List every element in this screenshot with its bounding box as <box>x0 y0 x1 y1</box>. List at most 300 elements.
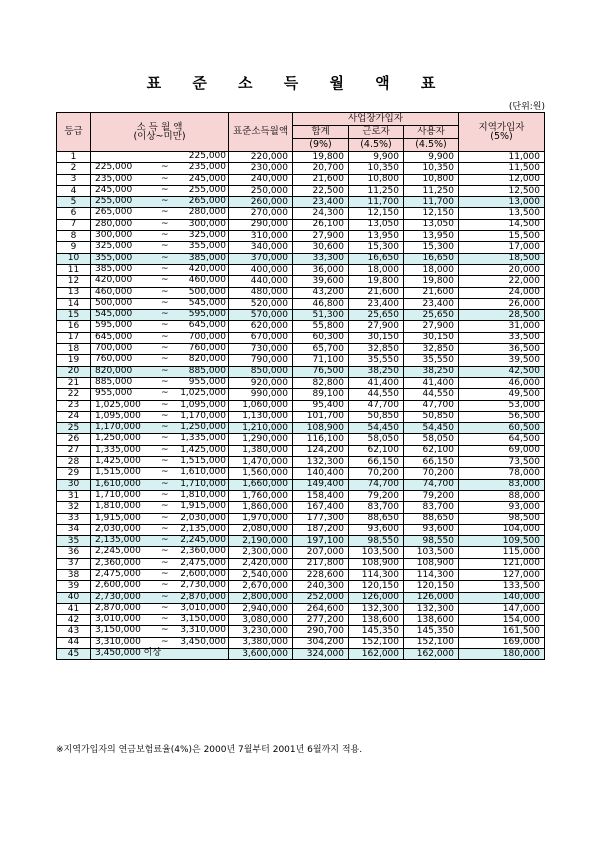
range-tilde: ~ <box>161 252 169 263</box>
total-cell: 149,400 <box>293 479 349 490</box>
range-upper: 1,095,000 <box>180 399 226 410</box>
header-regional-label: 지역가입자 <box>478 121 525 133</box>
table-row <box>57 423 545 434</box>
table-row <box>57 569 545 580</box>
table-row <box>57 321 545 332</box>
grade-cell: 39 <box>57 581 91 592</box>
grade-cell: 19 <box>57 355 91 366</box>
range-upper: 1,515,000 <box>180 456 226 467</box>
range-upper: 325,000 <box>188 230 226 241</box>
header-grade: 등급 <box>57 113 91 152</box>
regional-cell: 24,000 <box>459 287 545 298</box>
range-upper: 1,025,000 <box>180 388 226 399</box>
regional-cell: 169,000 <box>459 637 545 648</box>
range-tilde: ~ <box>161 286 169 297</box>
worker-cell: 32,850 <box>349 344 404 355</box>
range-lower: 1,710,000 <box>95 489 141 500</box>
income-range-cell <box>91 332 229 343</box>
range-lower: 885,000 <box>95 376 133 387</box>
range-lower: 760,000 <box>95 354 133 365</box>
income-range-cell <box>91 355 229 366</box>
regional-cell: 56,500 <box>459 411 545 422</box>
table-row <box>57 276 545 287</box>
income-range-cell <box>91 276 229 287</box>
range-upper: 645,000 <box>188 320 226 331</box>
employer-cell: 13,050 <box>404 219 459 230</box>
income-range-cell <box>91 603 229 614</box>
total-cell: 140,400 <box>293 468 349 479</box>
grade-cell: 1 <box>57 152 91 163</box>
standard-income-cell: 2,940,000 <box>229 603 293 614</box>
grade-cell: 37 <box>57 558 91 569</box>
income-range-cell <box>91 434 229 445</box>
grade-cell: 11 <box>57 264 91 275</box>
table-row <box>57 457 545 468</box>
regional-cell: 147,000 <box>459 603 545 614</box>
header-worker: 근로자 <box>349 126 404 139</box>
standard-income-cell: 730,000 <box>229 344 293 355</box>
grade-cell: 33 <box>57 513 91 524</box>
worker-cell: 10,800 <box>349 174 404 185</box>
worker-cell: 50,850 <box>349 411 404 422</box>
standard-income-cell: 400,000 <box>229 264 293 275</box>
range-upper: 2,730,000 <box>180 580 226 591</box>
worker-cell: 19,800 <box>349 276 404 287</box>
range-upper: 700,000 <box>188 331 226 342</box>
employer-cell: 25,650 <box>404 310 459 321</box>
regional-cell: 28,500 <box>459 310 545 321</box>
range-lower: 235,000 <box>95 173 133 184</box>
income-range-cell <box>91 163 229 174</box>
worker-cell: 13,950 <box>349 231 404 242</box>
total-cell: 264,600 <box>293 603 349 614</box>
regional-cell: 26,000 <box>459 298 545 309</box>
worker-cell: 83,700 <box>349 502 404 513</box>
header-income-label: 소 득 월 액 <box>136 121 183 133</box>
header-worker-rate: (4.5%) <box>349 139 404 152</box>
regional-cell: 11,000 <box>459 152 545 163</box>
range-upper: 1,610,000 <box>180 467 226 478</box>
range-upper: 1,915,000 <box>180 501 226 512</box>
table-row <box>57 355 545 366</box>
regional-cell: 11,500 <box>459 163 545 174</box>
worker-cell: 120,150 <box>349 581 404 592</box>
range-lower: 1,095,000 <box>95 410 141 421</box>
standard-income-cell: 670,000 <box>229 332 293 343</box>
regional-cell: 20,000 <box>459 264 545 275</box>
range-upper: 245,000 <box>188 173 226 184</box>
income-range-cell <box>91 152 229 163</box>
range-upper: 1,710,000 <box>180 478 226 489</box>
range-lower: 2,360,000 <box>95 557 141 568</box>
income-range-cell <box>91 626 229 637</box>
total-cell: 39,600 <box>293 276 349 287</box>
standard-income-cell: 1,470,000 <box>229 457 293 468</box>
grade-cell: 3 <box>57 174 91 185</box>
range-upper: 300,000 <box>188 218 226 229</box>
table-row <box>57 603 545 614</box>
regional-cell: 17,000 <box>459 242 545 253</box>
range-upper: 3,310,000 <box>180 625 226 636</box>
total-cell: 24,300 <box>293 208 349 219</box>
range-tilde: ~ <box>161 535 169 546</box>
grade-cell: 26 <box>57 434 91 445</box>
regional-cell: 161,500 <box>459 626 545 637</box>
table-row <box>57 445 545 456</box>
regional-cell: 18,500 <box>459 253 545 264</box>
table-row <box>57 287 545 298</box>
table-row <box>57 253 545 264</box>
total-cell: 197,100 <box>293 536 349 547</box>
grade-cell: 34 <box>57 524 91 535</box>
range-upper: 265,000 <box>188 196 226 207</box>
total-cell: 36,000 <box>293 264 349 275</box>
income-range-cell <box>91 513 229 524</box>
range-upper: 1,425,000 <box>180 444 226 455</box>
grade-cell: 6 <box>57 208 91 219</box>
regional-cell: 31,000 <box>459 321 545 332</box>
grade-cell: 45 <box>57 649 91 660</box>
regional-cell: 14,500 <box>459 219 545 230</box>
employer-cell: 114,300 <box>404 569 459 580</box>
grade-cell: 29 <box>57 468 91 479</box>
worker-cell: 79,200 <box>349 490 404 501</box>
total-cell: 30,600 <box>293 242 349 253</box>
grade-cell: 17 <box>57 332 91 343</box>
income-range-cell <box>91 490 229 501</box>
standard-income-cell: 290,000 <box>229 219 293 230</box>
total-cell: 187,200 <box>293 524 349 535</box>
range-tilde: ~ <box>161 602 169 613</box>
regional-cell: 104,000 <box>459 524 545 535</box>
range-lower: 1,810,000 <box>95 501 141 512</box>
range-tilde: ~ <box>161 173 169 184</box>
header-income-sub: (이상~미만) <box>133 131 186 142</box>
income-range-cell <box>91 389 229 400</box>
table-row <box>57 581 545 592</box>
grade-cell: 24 <box>57 411 91 422</box>
range-tilde: ~ <box>161 422 169 433</box>
total-cell: 65,700 <box>293 344 349 355</box>
range-tilde: ~ <box>161 388 169 399</box>
standard-income-cell: 1,970,000 <box>229 513 293 524</box>
page-title: 표 준 소 득 월 액 표 <box>146 74 449 92</box>
grade-cell: 38 <box>57 569 91 580</box>
employer-cell: 10,800 <box>404 174 459 185</box>
employer-cell: 19,800 <box>404 276 459 287</box>
worker-cell: 62,100 <box>349 445 404 456</box>
income-range-cell <box>91 649 229 660</box>
worker-cell: 108,900 <box>349 558 404 569</box>
table-row <box>57 163 545 174</box>
regional-cell: 140,000 <box>459 592 545 603</box>
regional-cell: 13,500 <box>459 208 545 219</box>
income-table <box>56 112 545 660</box>
grade-cell: 32 <box>57 502 91 513</box>
regional-cell: 15,500 <box>459 231 545 242</box>
worker-cell: 10,350 <box>349 163 404 174</box>
income-range-cell <box>91 321 229 332</box>
standard-income-cell: 790,000 <box>229 355 293 366</box>
employer-cell: 58,050 <box>404 434 459 445</box>
range-upper: 885,000 <box>188 365 226 376</box>
table-row <box>57 242 545 253</box>
range-upper: 955,000 <box>188 376 226 387</box>
total-cell: 167,400 <box>293 502 349 513</box>
range-tilde: ~ <box>161 636 169 647</box>
range-lower: 2,135,000 <box>95 535 141 546</box>
worker-cell: 126,000 <box>349 592 404 603</box>
regional-cell: 115,000 <box>459 547 545 558</box>
range-tilde: ~ <box>161 523 169 534</box>
range-lower: 955,000 <box>95 388 133 399</box>
income-range-cell <box>91 502 229 513</box>
grade-cell: 31 <box>57 490 91 501</box>
worker-cell: 16,650 <box>349 253 404 264</box>
total-cell: 19,800 <box>293 152 349 163</box>
regional-cell: 13,000 <box>459 197 545 208</box>
range-upper: 1,810,000 <box>180 489 226 500</box>
employer-cell: 54,450 <box>404 423 459 434</box>
total-cell: 228,600 <box>293 569 349 580</box>
range-lower: 3,150,000 <box>95 625 141 636</box>
worker-cell: 66,150 <box>349 457 404 468</box>
range-upper: 2,135,000 <box>180 523 226 534</box>
range-upper: 225,000 <box>188 151 226 161</box>
income-range-cell <box>91 468 229 479</box>
employer-cell: 10,350 <box>404 163 459 174</box>
total-cell: 89,100 <box>293 389 349 400</box>
worker-cell: 103,500 <box>349 547 404 558</box>
table-row <box>57 637 545 648</box>
income-range-cell <box>91 592 229 603</box>
worker-cell: 70,200 <box>349 468 404 479</box>
total-cell: 240,300 <box>293 581 349 592</box>
table-row <box>57 479 545 490</box>
total-cell: 43,200 <box>293 287 349 298</box>
range-tilde: ~ <box>161 501 169 512</box>
header-employer-rate: (4.5%) <box>404 139 459 152</box>
worker-cell: 132,300 <box>349 603 404 614</box>
grade-cell: 30 <box>57 479 91 490</box>
standard-income-cell: 1,130,000 <box>229 411 293 422</box>
header-regional <box>459 113 545 152</box>
income-range-cell <box>91 287 229 298</box>
regional-cell: 39,500 <box>459 355 545 366</box>
worker-cell: 74,700 <box>349 479 404 490</box>
standard-income-cell: 270,000 <box>229 208 293 219</box>
standard-income-cell: 1,060,000 <box>229 400 293 411</box>
income-range-cell <box>91 208 229 219</box>
header-total-rate: (9%) <box>293 139 349 152</box>
regional-cell: 64,500 <box>459 434 545 445</box>
regional-cell: 69,000 <box>459 445 545 456</box>
range-tilde: ~ <box>161 546 169 557</box>
regional-cell: 180,000 <box>459 649 545 660</box>
range-tilde: ~ <box>161 207 169 218</box>
worker-cell: 11,700 <box>349 197 404 208</box>
total-cell: 55,800 <box>293 321 349 332</box>
range-upper: 2,600,000 <box>180 568 226 579</box>
table-row <box>57 524 545 535</box>
regional-cell: 42,500 <box>459 366 545 377</box>
range-tilde: ~ <box>161 433 169 444</box>
employer-cell: 44,550 <box>404 389 459 400</box>
table-row <box>57 468 545 479</box>
total-cell: 22,500 <box>293 185 349 196</box>
income-range-cell <box>91 231 229 242</box>
worker-cell: 18,000 <box>349 264 404 275</box>
standard-income-cell: 1,660,000 <box>229 479 293 490</box>
range-lower: 280,000 <box>95 218 133 229</box>
range-tilde: ~ <box>161 568 169 579</box>
employer-cell: 108,900 <box>404 558 459 569</box>
employer-cell: 15,300 <box>404 242 459 253</box>
range-upper: 545,000 <box>188 297 226 308</box>
table-row <box>57 558 545 569</box>
income-range-cell <box>91 400 229 411</box>
worker-cell: 12,150 <box>349 208 404 219</box>
grade-cell: 18 <box>57 344 91 355</box>
range-lower: 700,000 <box>95 343 133 354</box>
income-range-cell <box>91 185 229 196</box>
range-upper: 3,450,000 <box>180 636 226 647</box>
standard-income-cell: 3,600,000 <box>229 649 293 660</box>
table-row <box>57 298 545 309</box>
regional-cell: 154,000 <box>459 615 545 626</box>
range-upper: 760,000 <box>188 343 226 354</box>
worker-cell: 98,550 <box>349 536 404 547</box>
worker-cell: 54,450 <box>349 423 404 434</box>
standard-income-cell: 990,000 <box>229 389 293 400</box>
range-upper: 3,150,000 <box>180 614 226 625</box>
range-tilde: ~ <box>161 297 169 308</box>
income-range-cell <box>91 377 229 388</box>
table-row <box>57 174 545 185</box>
range-lower: 1,025,000 <box>95 399 141 410</box>
standard-income-cell: 1,290,000 <box>229 434 293 445</box>
employer-cell: 152,100 <box>404 637 459 648</box>
income-range-cell <box>91 445 229 456</box>
total-cell: 20,700 <box>293 163 349 174</box>
range-upper: 255,000 <box>188 184 226 195</box>
range-lower: 385,000 <box>95 263 133 274</box>
worker-cell: 25,650 <box>349 310 404 321</box>
total-cell: 33,300 <box>293 253 349 264</box>
grade-cell: 15 <box>57 310 91 321</box>
range-lower: 820,000 <box>95 365 133 376</box>
income-range-cell <box>91 411 229 422</box>
regional-cell: 83,000 <box>459 479 545 490</box>
range-tilde: ~ <box>161 580 169 591</box>
range-lower: 2,030,000 <box>95 523 141 534</box>
grade-cell: 43 <box>57 626 91 637</box>
range-lower: 460,000 <box>95 286 133 297</box>
total-cell: 46,800 <box>293 298 349 309</box>
income-range-cell <box>91 479 229 490</box>
total-cell: 277,200 <box>293 615 349 626</box>
table-row <box>57 310 545 321</box>
employer-cell: 12,150 <box>404 208 459 219</box>
range-tilde: ~ <box>161 376 169 387</box>
income-range-cell <box>91 558 229 569</box>
total-cell: 71,100 <box>293 355 349 366</box>
range-lower: 245,000 <box>95 184 133 195</box>
income-range-cell <box>91 298 229 309</box>
standard-income-cell: 2,540,000 <box>229 569 293 580</box>
employer-cell: 88,650 <box>404 513 459 524</box>
worker-cell: 35,550 <box>349 355 404 366</box>
total-cell: 132,300 <box>293 457 349 468</box>
range-upper: 595,000 <box>188 309 226 320</box>
income-range-cell <box>91 264 229 275</box>
grade-cell: 28 <box>57 457 91 468</box>
range-upper: 2,870,000 <box>180 591 226 602</box>
grade-cell: 4 <box>57 185 91 196</box>
worker-cell: 21,600 <box>349 287 404 298</box>
range-lower: 1,170,000 <box>95 422 141 433</box>
range-upper: 1,170,000 <box>180 410 226 421</box>
range-upper: 280,000 <box>188 207 226 218</box>
employer-cell: 35,550 <box>404 355 459 366</box>
range-lower: 1,610,000 <box>95 478 141 489</box>
range-lower: 2,730,000 <box>95 591 141 602</box>
income-range-cell <box>91 366 229 377</box>
employer-cell: 18,000 <box>404 264 459 275</box>
range-lower: 545,000 <box>95 309 133 320</box>
worker-cell: 30,150 <box>349 332 404 343</box>
table-row <box>57 547 545 558</box>
table-row <box>57 389 545 400</box>
range-tilde: ~ <box>161 343 169 354</box>
range-lower: 355,000 <box>95 252 133 263</box>
range-lower: 225,000 <box>95 162 133 173</box>
table-row <box>57 264 545 275</box>
employer-cell: 47,700 <box>404 400 459 411</box>
employer-cell: 27,900 <box>404 321 459 332</box>
worker-cell: 41,400 <box>349 377 404 388</box>
income-range-cell <box>91 310 229 321</box>
income-range-cell <box>91 536 229 547</box>
income-range-cell <box>91 197 229 208</box>
range-lower: 1,335,000 <box>95 444 141 455</box>
table-row <box>57 434 545 445</box>
employer-cell: 162,000 <box>404 649 459 660</box>
table-row <box>57 536 545 547</box>
grade-cell: 9 <box>57 242 91 253</box>
total-cell: 101,700 <box>293 411 349 422</box>
employer-cell: 66,150 <box>404 457 459 468</box>
employer-cell: 21,600 <box>404 287 459 298</box>
standard-income-cell: 3,380,000 <box>229 637 293 648</box>
income-range-cell <box>91 423 229 434</box>
total-cell: 51,300 <box>293 310 349 321</box>
employer-cell: 74,700 <box>404 479 459 490</box>
employer-cell: 120,150 <box>404 581 459 592</box>
total-cell: 60,300 <box>293 332 349 343</box>
regional-cell: 73,500 <box>459 457 545 468</box>
range-upper: 2,475,000 <box>180 557 226 568</box>
employer-cell: 126,000 <box>404 592 459 603</box>
range-tilde: ~ <box>161 625 169 636</box>
standard-income-cell: 2,420,000 <box>229 558 293 569</box>
table-row <box>57 377 545 388</box>
worker-cell: 11,250 <box>349 185 404 196</box>
range-upper: 355,000 <box>188 241 226 252</box>
grade-cell: 41 <box>57 603 91 614</box>
range-lower: 2,475,000 <box>95 568 141 579</box>
employer-cell: 83,700 <box>404 502 459 513</box>
